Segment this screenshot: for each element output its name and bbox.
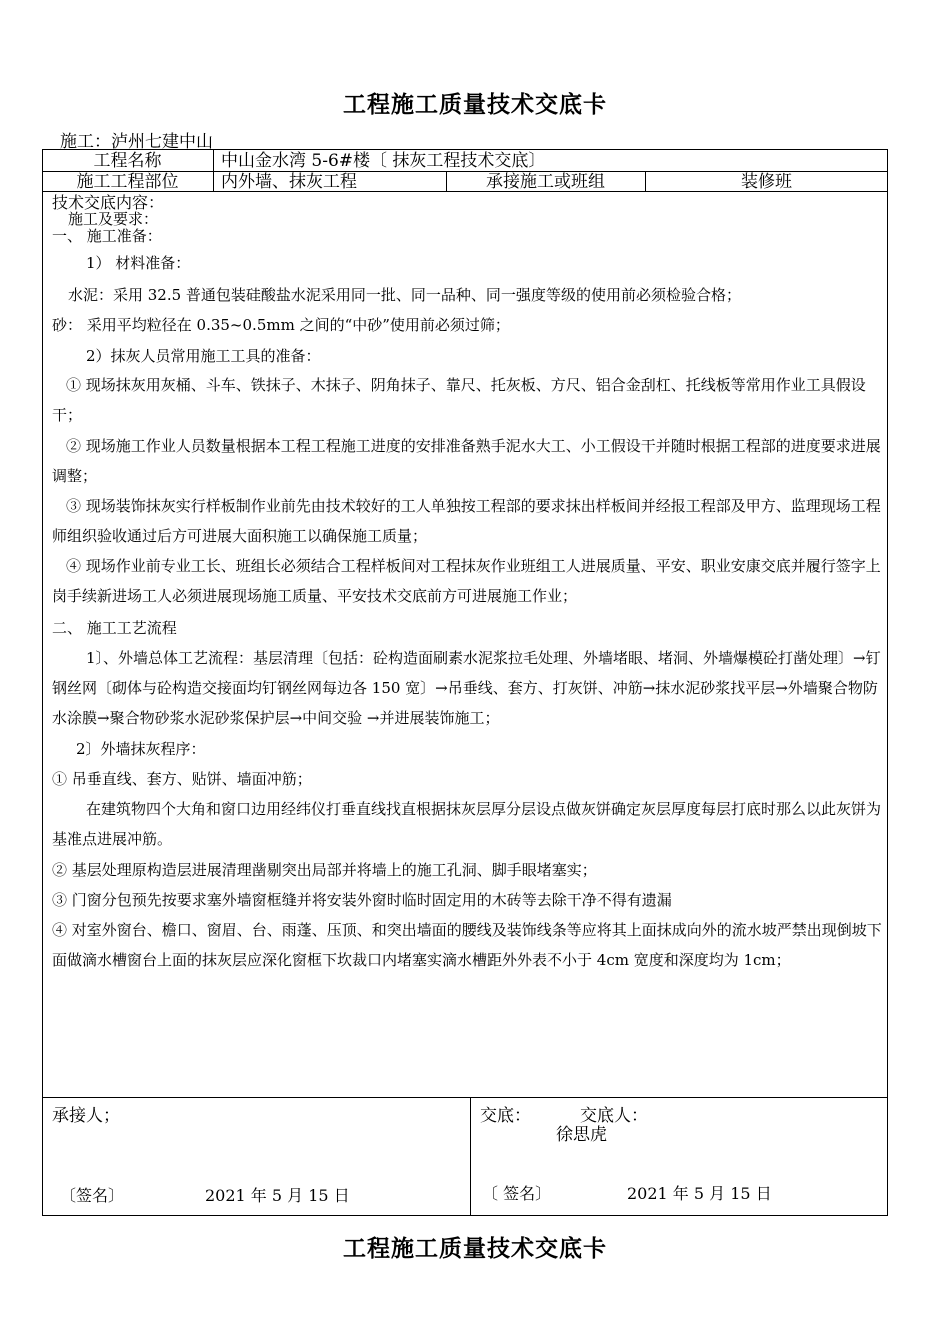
- receiver-label: 承接人；: [52, 1106, 120, 1126]
- page-title: 工程施工质量技术交底卡: [343, 92, 607, 118]
- step-1-detail: 在建筑物四个大角和窗口边用经纬仪打垂直线找直根据抹灰层厚分层设点做灰饼确定灰层厚度每层打底时那么以此灰饼为基准点进展冲筋。: [52, 800, 882, 848]
- step-2: ② 基层处理原构造层进展清理凿剔突出局部并将墙上的施工孔洞、脚手眼堵塞实；: [52, 861, 597, 879]
- tools-item-1: ① 现场抹灰用灰桶、斗车、铁抹子、木抹子、阴角抹子、靠尺、托灰板、方尺、铝合金刮杠、托线板等常用作业工具假设干；: [52, 376, 866, 424]
- tools-item-2: ② 现场施工作业人员数量根据本工程工程施工进度的安排准备熟手泥水大工、小工假设干并随时根据工程部的进度要求进展调整；: [52, 437, 881, 485]
- handover-person-name: 徐思虎: [556, 1125, 607, 1145]
- tools-title: 2）抹灰人员常用施工工具的准备：: [86, 347, 321, 365]
- project-name-value: 中山金水湾 5-6#楼〔 抹灰工程技术交底〕: [221, 151, 546, 171]
- column-divider: [470, 1097, 471, 1216]
- row-divider: [42, 1097, 888, 1098]
- handover-label: 交底：: [480, 1106, 531, 1126]
- team-label: 承接施工或班组: [486, 172, 605, 192]
- construction-unit: 施工：泸州七建中山: [60, 132, 213, 152]
- tools-item-4: ④ 现场作业前专业工长、班组长必须结合工程样板间对工程抹灰作业班组工人进展质量、平安、职业安康交底并履行签字上岗手续新进场工人必须进展现场施工质量、平安技术交底前方可进展施工作业；: [52, 557, 881, 605]
- receiver-date: 2021 年 5 月 15 日: [205, 1186, 350, 1205]
- step-1: ① 吊垂直线、套方、贴饼、墙面冲筋；: [52, 770, 312, 788]
- next-page-title: 工程施工质量技术交底卡: [343, 1236, 607, 1262]
- flow-exterior-title: 2〕外墙抹灰程序：: [76, 740, 206, 758]
- section-1-heading: 一、 施工准备：: [52, 227, 162, 245]
- sand-requirement: 砂： 采用平均粒径在 0.35~0.5mm 之间的“中砂”使用前必须过筛；: [52, 316, 510, 334]
- handover-date: 2021 年 5 月 15 日: [627, 1184, 772, 1203]
- receiver-sign-label: 〔签名〕: [60, 1186, 125, 1205]
- location-label: 施工工程部位: [76, 172, 179, 192]
- project-name-label: 工程名称: [93, 151, 162, 171]
- tools-item-3: ③ 现场装饰抹灰实行样板制作业前先由技术较好的工人单独按工程部的要求抹出样板间并经报工程部及甲方、监理现场工程师组织验收通过后方可进展大面积施工以确保施工质量；: [52, 497, 881, 545]
- step-4: ④ 对室外窗台、檐口、窗眉、台、雨蓬、压顶、和突出墙面的腰线及装饰线条等应将其上面抹成向外的流水坡严禁出现倒坡下面做滴水槽窗台上面的抹灰层应深化窗框下坎裁口内堵塞实滴水槽距外外表不小于 4cm 宽度和深度均为 1cm；: [52, 921, 882, 969]
- team-value: 装修班: [741, 172, 792, 192]
- flow-overall: 1〕、外墙总体工艺流程：基层清理〔包括：砼构造面刷素水泥浆拉毛处理、外墙堵眼、堵洞、外墙爆模砼打凿处理〕→钉钢丝网〔砌体与砼构造交接面均钉钢丝网每边各 150 宽〕→吊垂线、套方、打灰饼、冲筋→抹水泥砂浆找平层→外墙聚合物防水涂膜→聚合物砂浆水泥砂浆保护层→中间交验 →并进展装饰施工；: [52, 649, 881, 727]
- materials-title: 1） 材料准备：: [86, 254, 191, 272]
- column-divider: [213, 149, 214, 191]
- handover-sign-label: 〔 签名〕: [482, 1184, 552, 1203]
- location-value: 内外墙、抹灰工程: [221, 172, 357, 192]
- cement-requirement: 水泥：采用 32.5 普通包装硅酸盐水泥采用同一批、同一品种、同一强度等级的使用前必须检验合格；: [68, 286, 741, 304]
- step-3: ③ 门窗分包预先按要求塞外墙窗框缝并将安装外窗时临时固定用的木砖等去除干净不得有遗漏: [52, 891, 672, 909]
- handover-person-label: 交底人：: [580, 1106, 648, 1126]
- content-subheading: 施工及要求：: [68, 210, 159, 228]
- content-heading: 技术交底内容：: [52, 193, 165, 212]
- section-2-heading: 二、 施工工艺流程: [52, 619, 177, 637]
